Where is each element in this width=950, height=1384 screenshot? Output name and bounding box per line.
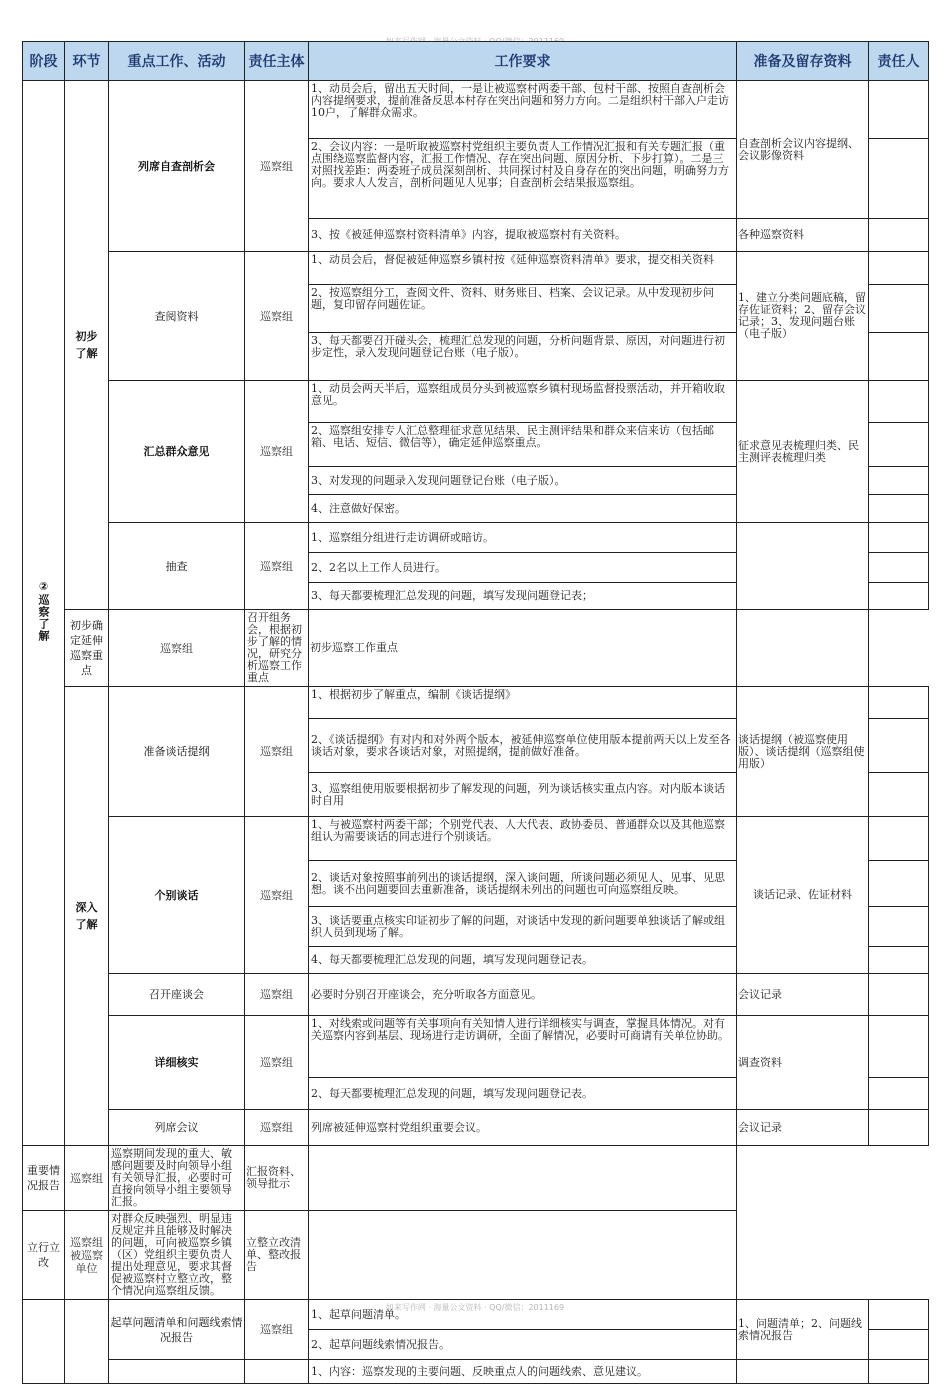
requirement-cell: 1、起草问题清单。 [309, 1300, 737, 1330]
requirement-cell: 1、动员会后，督促被延伸巡察乡镇村按《延伸巡察资料清单》要求，提交相关资料 [309, 252, 737, 285]
material-cell: 谈话提纲（被巡察使用版）、谈话提纲（巡察组使用版） [737, 687, 869, 817]
requirement-cell: 4、注意做好保密。 [309, 495, 737, 523]
requirement-cell: 列席被延伸巡察村党组织重要会议。 [309, 1110, 737, 1146]
material-cell: 1、问题清单；2、问题线索情况报告 [737, 1300, 869, 1360]
requirement-cell: 2、会议内容：一是听取被巡察村党组织主要负责人工作情况汇报和有关专题汇报（重点围绕巡察监督内容，汇报工作情况、存在突出问题、原因分析、下步打算）。二是三对照找差距：两委班子成员深刻剖析、共同探讨村及自身存在的突出问题，明确努力方向。要求人人发言，剖析问题见人见事；自查剖析会结果报巡察组。 [309, 139, 737, 219]
work-item: 起草问题清单和问题线索情况报告 [109, 1300, 245, 1360]
requirement-cell: 必要时分别召开座谈会，充分听取各方面意见。 [309, 974, 737, 1016]
owner-cell[interactable] [309, 1146, 737, 1211]
owner-cell[interactable] [869, 817, 929, 861]
responsible-cell: 巡察组 [109, 610, 245, 687]
requirement-cell: 2、每天都要梳理汇总发现的问题，填写发现问题登记表。 [309, 1078, 737, 1110]
header-key-work: 重点工作、活动 [109, 42, 245, 81]
work-table [22, 41, 929, 1384]
header-responsible: 责任主体 [245, 42, 309, 81]
responsible-cell: 巡察组 被巡察单位 [65, 1211, 109, 1300]
responsible-cell: 巡察组 [245, 252, 309, 381]
material-cell: 初步巡察工作重点 [309, 610, 737, 687]
header-stage: 阶段 [23, 42, 65, 81]
responsible-cell: 巡察组 [245, 81, 309, 252]
table-row [23, 81, 929, 139]
table-row [23, 610, 929, 687]
owner-cell[interactable] [869, 719, 929, 773]
table-row [23, 974, 929, 1016]
requirement-cell: 4、每天都要梳理汇总发现的问题，填写发现问题登记表。 [309, 947, 737, 974]
requirement-cell: 2、按巡察组分工，查阅文件、资料、财务账目、档案、会议记录。从中发现初步问题，复印留存问题佐证。 [309, 285, 737, 333]
responsible-cell: 巡察组 [245, 817, 309, 974]
owner-cell[interactable] [869, 1330, 929, 1360]
material-cell: 各种巡察资料 [737, 219, 869, 252]
owner-cell[interactable] [869, 974, 929, 1016]
owner-cell[interactable] [869, 1078, 929, 1110]
work-item: 立行立改 [23, 1211, 65, 1300]
phase-cell-initial: 初步了解 [65, 81, 109, 610]
owner-cell[interactable] [869, 687, 929, 719]
requirement-cell: 3、按《被延伸巡察村资料清单》内容，提取被巡察村有关资料。 [309, 219, 737, 252]
work-item: 列席自查剖析会 [109, 81, 245, 252]
header-requirements: 工作要求 [309, 42, 737, 81]
header-owner: 责任人 [869, 42, 929, 81]
owner-cell[interactable] [869, 523, 929, 553]
responsible-cell: 巡察组 [245, 687, 309, 817]
work-item [109, 1360, 245, 1384]
table-row [23, 687, 929, 719]
owner-cell[interactable] [869, 773, 929, 817]
table-row [23, 1016, 929, 1078]
material-cell: 汇报资料、领导批示 [245, 1146, 309, 1211]
owner-cell[interactable] [869, 285, 929, 333]
responsible-cell: 巡察组 [245, 1300, 309, 1360]
responsible-cell: 巡察组 [65, 1146, 109, 1211]
work-item: 查阅资料 [109, 252, 245, 381]
work-item: 汇总群众意见 [109, 381, 245, 523]
owner-cell[interactable] [869, 907, 929, 947]
material-cell: 自查剖析会议内容提纲、会议影像资料 [737, 81, 869, 219]
owner-cell[interactable] [869, 252, 929, 285]
requirement-cell: 3、每天都要召开碰头会，梳理汇总发现的问题，分析问题背景、原因，对问题进行初步定性，录入发现问题登记台账（电子版）。 [309, 333, 737, 381]
requirement-cell: 1、与被巡察村两委干部；个别党代表、人大代表、政协委员、普通群众以及其他巡察组认为需要谈话的同志进行个别谈话。 [309, 817, 737, 861]
responsible-cell: 巡察组 [245, 381, 309, 523]
requirement-cell: 1、内容：巡察发现的主要问题、反映重点人的问题线索、意见建议。 [309, 1360, 737, 1384]
table-row [23, 1146, 929, 1211]
requirement-cell: 召开组务会，根据初步了解的情况，研究分析巡察工作重点 [245, 610, 309, 687]
header-phase: 环节 [65, 42, 109, 81]
material-cell: 谈话记录、佐证材料 [737, 817, 869, 974]
responsible-cell: 巡察组 [245, 1016, 309, 1110]
material-cell: 会议记录 [737, 1110, 869, 1146]
header-materials: 准备及留存资料 [737, 42, 869, 81]
work-item: 详细核实 [109, 1016, 245, 1110]
owner-cell[interactable] [869, 81, 929, 139]
material-cell: 会议记录 [737, 974, 869, 1016]
requirement-cell: 1、巡察组分组进行走访调研或暗访。 [309, 523, 737, 553]
requirement-cell: 2、2名以上工作人员进行。 [309, 553, 737, 583]
owner-cell[interactable] [869, 495, 929, 523]
table-row [23, 817, 929, 861]
owner-cell[interactable] [869, 1016, 929, 1078]
owner-cell[interactable] [737, 610, 869, 687]
phase-cell-deep: 深入了解 [65, 687, 109, 1146]
requirement-cell: 对群众反映强烈、明显违反规定并且能够及时解决的问题，可向被巡察乡镇（区）党组织主要负责人提出处理意见，要求其督促被巡察村立整立改，整个情况向巡察组反馈。 [109, 1211, 245, 1300]
owner-cell[interactable] [869, 861, 929, 907]
work-item: 抽查 [109, 523, 245, 610]
owner-cell[interactable] [309, 1211, 737, 1300]
material-cell: 立整立改清单、整改报告 [245, 1211, 309, 1300]
owner-cell[interactable] [869, 139, 929, 219]
material-cell [737, 523, 869, 610]
owner-cell[interactable] [869, 219, 929, 252]
owner-cell[interactable] [869, 467, 929, 495]
table-row [23, 1110, 929, 1146]
responsible-cell: 巡察组 [245, 974, 309, 1016]
table-row [23, 1211, 929, 1300]
requirement-cell: 3、每天都要梳理汇总发现的问题，填写发现问题登记表； [309, 583, 737, 610]
requirement-cell: 1、根据初步了解重点，编制《谈话提纲》 [309, 687, 737, 719]
owner-cell[interactable] [869, 381, 929, 423]
responsible-cell [245, 1360, 309, 1384]
requirement-cell: 1、对线索或问题等有关事项向有关知情人进行详细核实与调查，掌握具体情况。对有关巡察内容到基层、现场进行走访调研，全面了解情况，必要时可商请有关单位协助。 [309, 1016, 737, 1078]
owner-cell[interactable] [869, 1110, 929, 1146]
material-cell: 征求意见表梳理归类、民主测评表梳理归类 [737, 381, 869, 523]
requirement-cell: 2、巡察组安排专人汇总整理征求意见结果、民主测评结果和群众来信来访（包括邮箱、电话、短信、微信等），确定延伸巡察重点。 [309, 423, 737, 467]
responsible-cell: 巡察组 [245, 523, 309, 610]
work-item: 个别谈话 [109, 817, 245, 974]
requirement-cell: 1、动员会后，留出五天时间，一是让被巡察村两委干部、包村干部、按照自查剖析会内容提纲要求，提前准备反思本村存在突出问题和努力方向。二是组织村干部入户走访10户，了解群众需求。 [309, 81, 737, 139]
requirement-cell: 3、对发现的问题录入发现问题登记台账（电子版）。 [309, 467, 737, 495]
work-item: 列席会议 [109, 1110, 245, 1146]
material-cell: 1、建立分类问题底稿，留存佐证资料；2、留存会议记录；3、发现问题台账（电子版） [737, 252, 869, 381]
table-row [23, 252, 929, 285]
requirement-cell: 巡察期间发现的重大、敏感问题要及时向领导小组有关领导汇报，必要时可直接向领导小组主要领导汇报。 [109, 1146, 245, 1211]
work-item: 召开座谈会 [109, 974, 245, 1016]
work-item: 初步确定延伸巡察重点 [65, 610, 109, 687]
stage-cell: ②巡察了解 [23, 81, 65, 1146]
material-cell [737, 1360, 869, 1384]
requirement-cell: 2、《谈话提纲》有对内和对外两个版本，被延伸巡察单位使用版本提前两天以上发至各谈话对象，要求各谈话对象，对照提纲，提前做好准备。 [309, 719, 737, 773]
table-row [23, 1360, 929, 1384]
work-item: 重要情况报告 [23, 1146, 65, 1211]
header-row [23, 42, 929, 81]
owner-cell[interactable] [869, 333, 929, 381]
owner-cell[interactable] [869, 423, 929, 467]
watermark-bottom: 如来写作网 · 海量公文资料 · QQ/微信：2011169 [385, 1303, 565, 1312]
owner-cell[interactable] [869, 1360, 929, 1384]
requirement-cell: 3、巡察组使用版要根据初步了解发现的问题，列为谈话核实重点内容。对内版本谈话时自用 [309, 773, 737, 817]
requirement-cell: 1、动员会两天半后，巡察组成员分头到被巡察乡镇村现场监督投票活动，并开箱收取意见。 [309, 381, 737, 423]
requirement-cell: 2、起草问题线索情况报告。 [309, 1330, 737, 1360]
material-cell: 调查资料 [737, 1016, 869, 1110]
owner-cell[interactable] [869, 583, 929, 610]
owner-cell[interactable] [869, 947, 929, 974]
owner-cell[interactable] [869, 553, 929, 583]
table-row [23, 523, 929, 553]
requirement-cell: 3、谈话要重点核实印证初步了解的问题，对谈话中发现的新问题要单独谈话了解或组织人员到现场了解。 [309, 907, 737, 947]
table-row [23, 381, 929, 423]
requirement-cell: 2、谈话对象按照事前列出的谈话提纲，深入谈问题，所谈问题必须见人、见事、见思想。谈不出问题要回去重新准备，谈话提纲未列出的问题也可向巡察组反映。 [309, 861, 737, 907]
work-item: 准备谈话提纲 [109, 687, 245, 817]
responsible-cell: 巡察组 [245, 1110, 309, 1146]
